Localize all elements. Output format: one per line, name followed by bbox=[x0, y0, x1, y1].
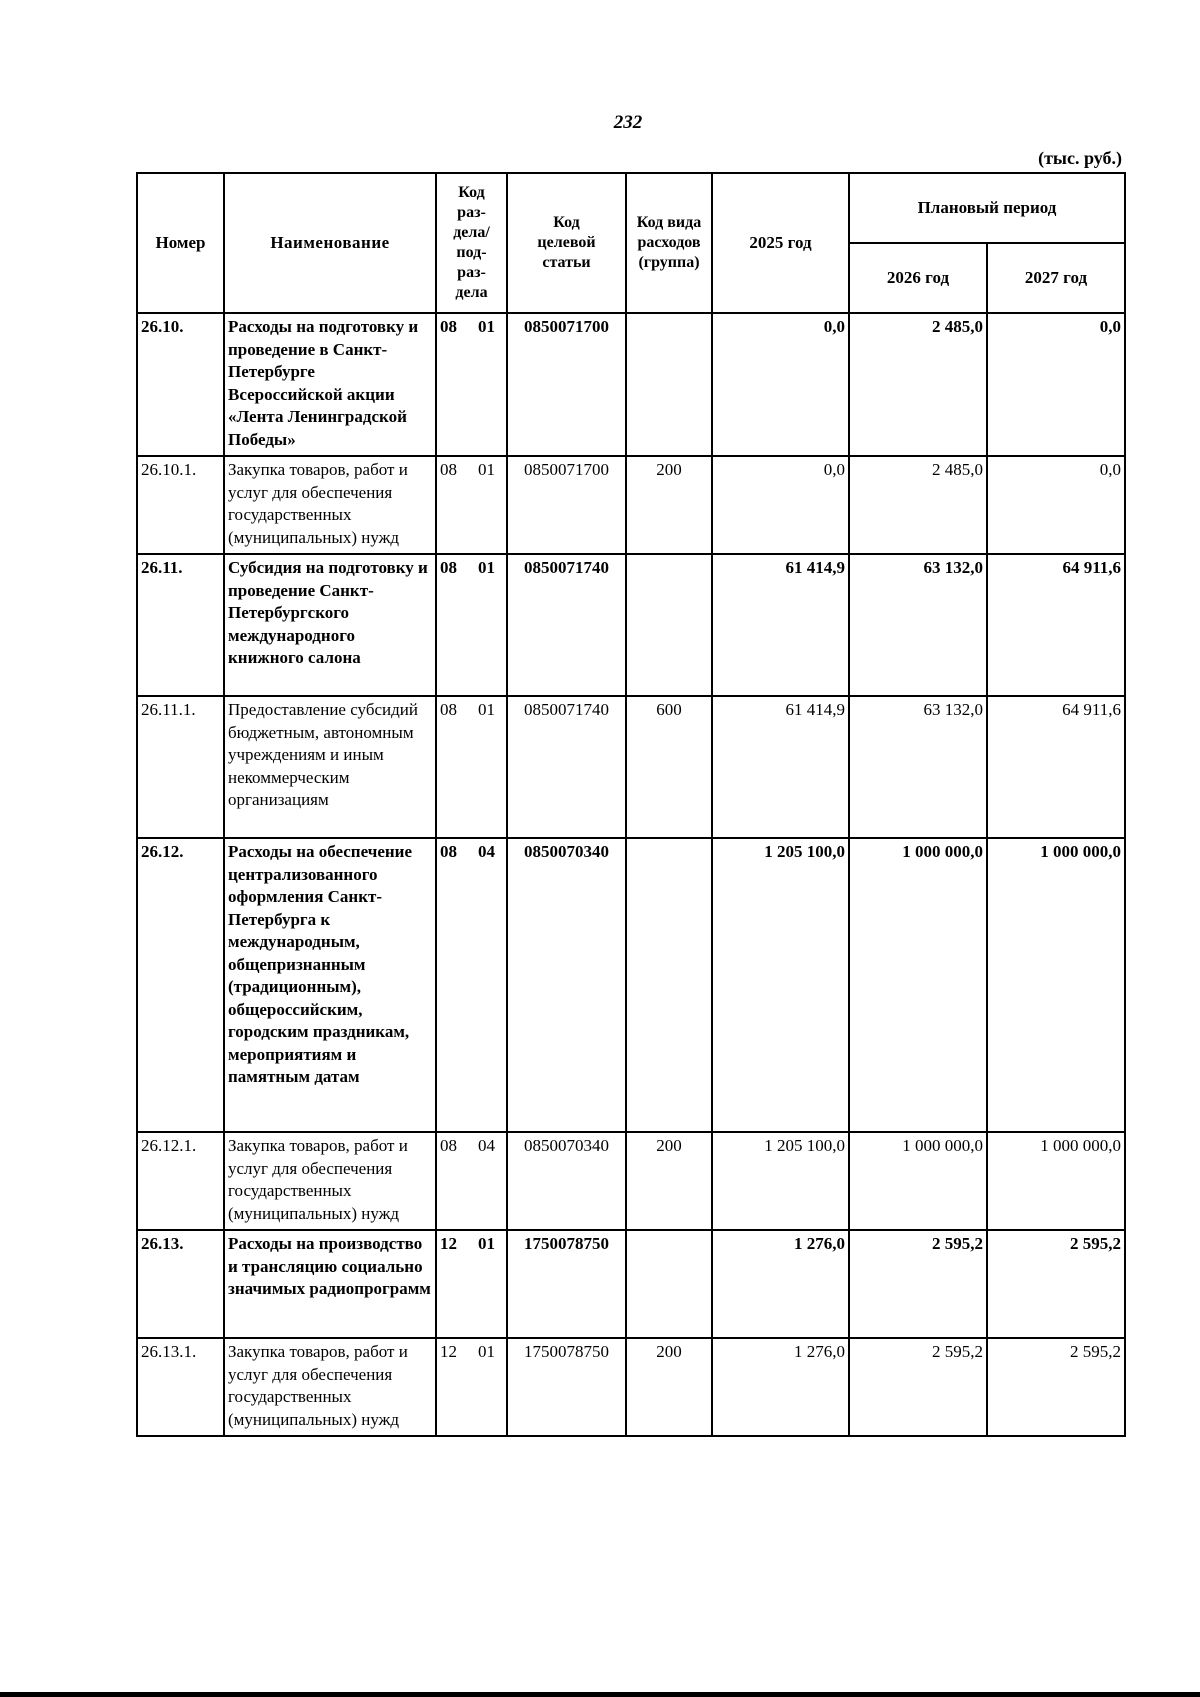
row-section-code bbox=[436, 696, 507, 838]
row-name: Расходы на подготовку и проведение в Санкт-Петербурге Всероссийской акции «Лента Ленинградской Победы» bbox=[224, 313, 436, 456]
header-group-line: Код вида bbox=[636, 214, 702, 231]
header-section-line: Код bbox=[458, 184, 485, 201]
row-amount-2026: 2 485,0 bbox=[849, 313, 987, 456]
header-year-2025: 2025 год bbox=[712, 173, 849, 313]
row-amount-2025: 1 276,0 bbox=[712, 1338, 849, 1436]
row-number: 26.12. bbox=[137, 838, 224, 1132]
header-target bbox=[507, 173, 626, 313]
row-target-code: 0850071700 bbox=[507, 313, 626, 456]
row-number: 26.10. bbox=[137, 313, 224, 456]
row-amount-2025: 0,0 bbox=[712, 456, 849, 554]
row-name: Закупка товаров, работ и услуг для обеспечения государственных (муниципальных) нужд bbox=[224, 1132, 436, 1230]
row-target-code: 0850071700 bbox=[507, 456, 626, 554]
row-expense-group: 200 bbox=[626, 1132, 712, 1230]
row-section-code bbox=[436, 554, 507, 696]
table-header bbox=[137, 173, 1125, 313]
header-section-line: под- bbox=[456, 244, 487, 261]
row-amount-2025: 1 205 100,0 bbox=[712, 838, 849, 1132]
row-name: Субсидия на подготовку и проведение Санкт-Петербургского международного книжного салона bbox=[224, 554, 436, 696]
row-amount-2027: 64 911,6 bbox=[987, 696, 1125, 838]
row-target-code: 0850071740 bbox=[507, 696, 626, 838]
header-year-2027: 2027 год bbox=[987, 243, 1125, 313]
row-amount-2026: 2 595,2 bbox=[849, 1338, 987, 1436]
header-name: Наименование bbox=[224, 173, 436, 313]
row-amount-2025: 1 205 100,0 bbox=[712, 1132, 849, 1230]
row-section: 08 bbox=[440, 317, 457, 336]
row-subsection: 01 bbox=[478, 460, 495, 479]
table-row bbox=[137, 1132, 1125, 1230]
row-target-code: 0850071740 bbox=[507, 554, 626, 696]
row-amount-2026: 1 000 000,0 bbox=[849, 1132, 987, 1230]
row-name: Расходы на производство и трансляцию социально значимых радиопрограмм bbox=[224, 1230, 436, 1338]
header-planning-period: Плановый период bbox=[849, 173, 1125, 243]
table-row bbox=[137, 838, 1125, 1132]
table-row bbox=[137, 313, 1125, 456]
header-group bbox=[626, 173, 712, 313]
page-number: 232 bbox=[613, 112, 643, 133]
row-number: 26.11.1. bbox=[137, 696, 224, 838]
row-amount-2027: 64 911,6 bbox=[987, 554, 1125, 696]
row-amount-2027: 0,0 bbox=[987, 313, 1125, 456]
row-number: 26.12.1. bbox=[137, 1132, 224, 1230]
row-amount-2025: 1 276,0 bbox=[712, 1230, 849, 1338]
row-number: 26.10.1. bbox=[137, 456, 224, 554]
row-section-code bbox=[436, 1230, 507, 1338]
row-amount-2027: 2 595,2 bbox=[987, 1230, 1125, 1338]
row-section-code bbox=[436, 838, 507, 1132]
row-amount-2027: 1 000 000,0 bbox=[987, 838, 1125, 1132]
row-amount-2027: 0,0 bbox=[987, 456, 1125, 554]
row-amount-2027: 1 000 000,0 bbox=[987, 1132, 1125, 1230]
row-expense-group: 600 bbox=[626, 696, 712, 838]
budget-table bbox=[136, 172, 1126, 1437]
row-expense-group bbox=[626, 313, 712, 456]
table-row bbox=[137, 1338, 1125, 1436]
header-group-line: расходов bbox=[637, 234, 701, 251]
row-subsection: 01 bbox=[478, 558, 495, 577]
row-amount-2026: 2 485,0 bbox=[849, 456, 987, 554]
row-section: 08 bbox=[440, 1136, 457, 1155]
row-expense-group bbox=[626, 838, 712, 1132]
row-name: Предоставление субсидий бюджетным, автономным учреждениям и иным некоммерческим организациям bbox=[224, 696, 436, 838]
row-expense-group: 200 bbox=[626, 456, 712, 554]
row-subsection: 01 bbox=[478, 1234, 495, 1253]
row-section-code bbox=[436, 456, 507, 554]
header-section-line: дела bbox=[455, 284, 488, 301]
row-section: 12 bbox=[440, 1342, 457, 1361]
row-amount-2025: 61 414,9 bbox=[712, 554, 849, 696]
row-target-code: 0850070340 bbox=[507, 1132, 626, 1230]
row-section: 08 bbox=[440, 700, 457, 719]
row-name: Расходы на обеспечение централизованного оформления Санкт-Петербурга к международным, общепризнанным (традиционным), общероссийским, городским праздникам, мероприятиям и памятным датам bbox=[224, 838, 436, 1132]
header-section-line: дела/ bbox=[453, 224, 490, 241]
row-section-code bbox=[436, 1132, 507, 1230]
row-section: 08 bbox=[440, 558, 457, 577]
table-body bbox=[137, 313, 1125, 1436]
row-amount-2026: 63 132,0 bbox=[849, 696, 987, 838]
table-row bbox=[137, 1230, 1125, 1338]
row-amount-2026: 1 000 000,0 bbox=[849, 838, 987, 1132]
header-section-line: раз- bbox=[457, 204, 486, 221]
row-amount-2026: 63 132,0 bbox=[849, 554, 987, 696]
row-subsection: 01 bbox=[478, 1342, 495, 1361]
row-subsection: 04 bbox=[478, 1136, 495, 1155]
row-amount-2027: 2 595,2 bbox=[987, 1338, 1125, 1436]
row-section: 12 bbox=[440, 1234, 457, 1253]
row-expense-group bbox=[626, 1230, 712, 1338]
table-row bbox=[137, 696, 1125, 838]
row-number: 26.13. bbox=[137, 1230, 224, 1338]
row-amount-2026: 2 595,2 bbox=[849, 1230, 987, 1338]
row-section-code bbox=[436, 313, 507, 456]
table-row bbox=[137, 456, 1125, 554]
units-label: (тыс. руб.) bbox=[1038, 148, 1122, 168]
row-name: Закупка товаров, работ и услуг для обеспечения государственных (муниципальных) нужд bbox=[224, 1338, 436, 1436]
row-expense-group bbox=[626, 554, 712, 696]
row-subsection: 01 bbox=[478, 317, 495, 336]
header-target-line: статьи bbox=[542, 254, 591, 271]
row-section: 08 bbox=[440, 842, 457, 861]
row-target-code: 1750078750 bbox=[507, 1338, 626, 1436]
row-number: 26.13.1. bbox=[137, 1338, 224, 1436]
row-section: 08 bbox=[440, 460, 457, 479]
row-subsection: 01 bbox=[478, 700, 495, 719]
row-amount-2025: 0,0 bbox=[712, 313, 849, 456]
header-target-line: Код bbox=[553, 214, 580, 231]
header-section bbox=[436, 173, 507, 313]
row-section-code bbox=[436, 1338, 507, 1436]
header-target-line: целевой bbox=[537, 234, 596, 251]
header-number: Номер bbox=[137, 173, 224, 313]
row-name: Закупка товаров, работ и услуг для обеспечения государственных (муниципальных) нужд bbox=[224, 456, 436, 554]
table-row bbox=[137, 554, 1125, 696]
header-section-line: раз- bbox=[457, 264, 486, 281]
row-number: 26.11. bbox=[137, 554, 224, 696]
scan-bottom-edge bbox=[0, 1692, 1200, 1697]
row-target-code: 0850070340 bbox=[507, 838, 626, 1132]
row-target-code: 1750078750 bbox=[507, 1230, 626, 1338]
header-year-2026: 2026 год bbox=[849, 243, 987, 313]
row-expense-group: 200 bbox=[626, 1338, 712, 1436]
row-subsection: 04 bbox=[478, 842, 495, 861]
header-group-line: (группа) bbox=[638, 254, 700, 271]
row-amount-2025: 61 414,9 bbox=[712, 696, 849, 838]
